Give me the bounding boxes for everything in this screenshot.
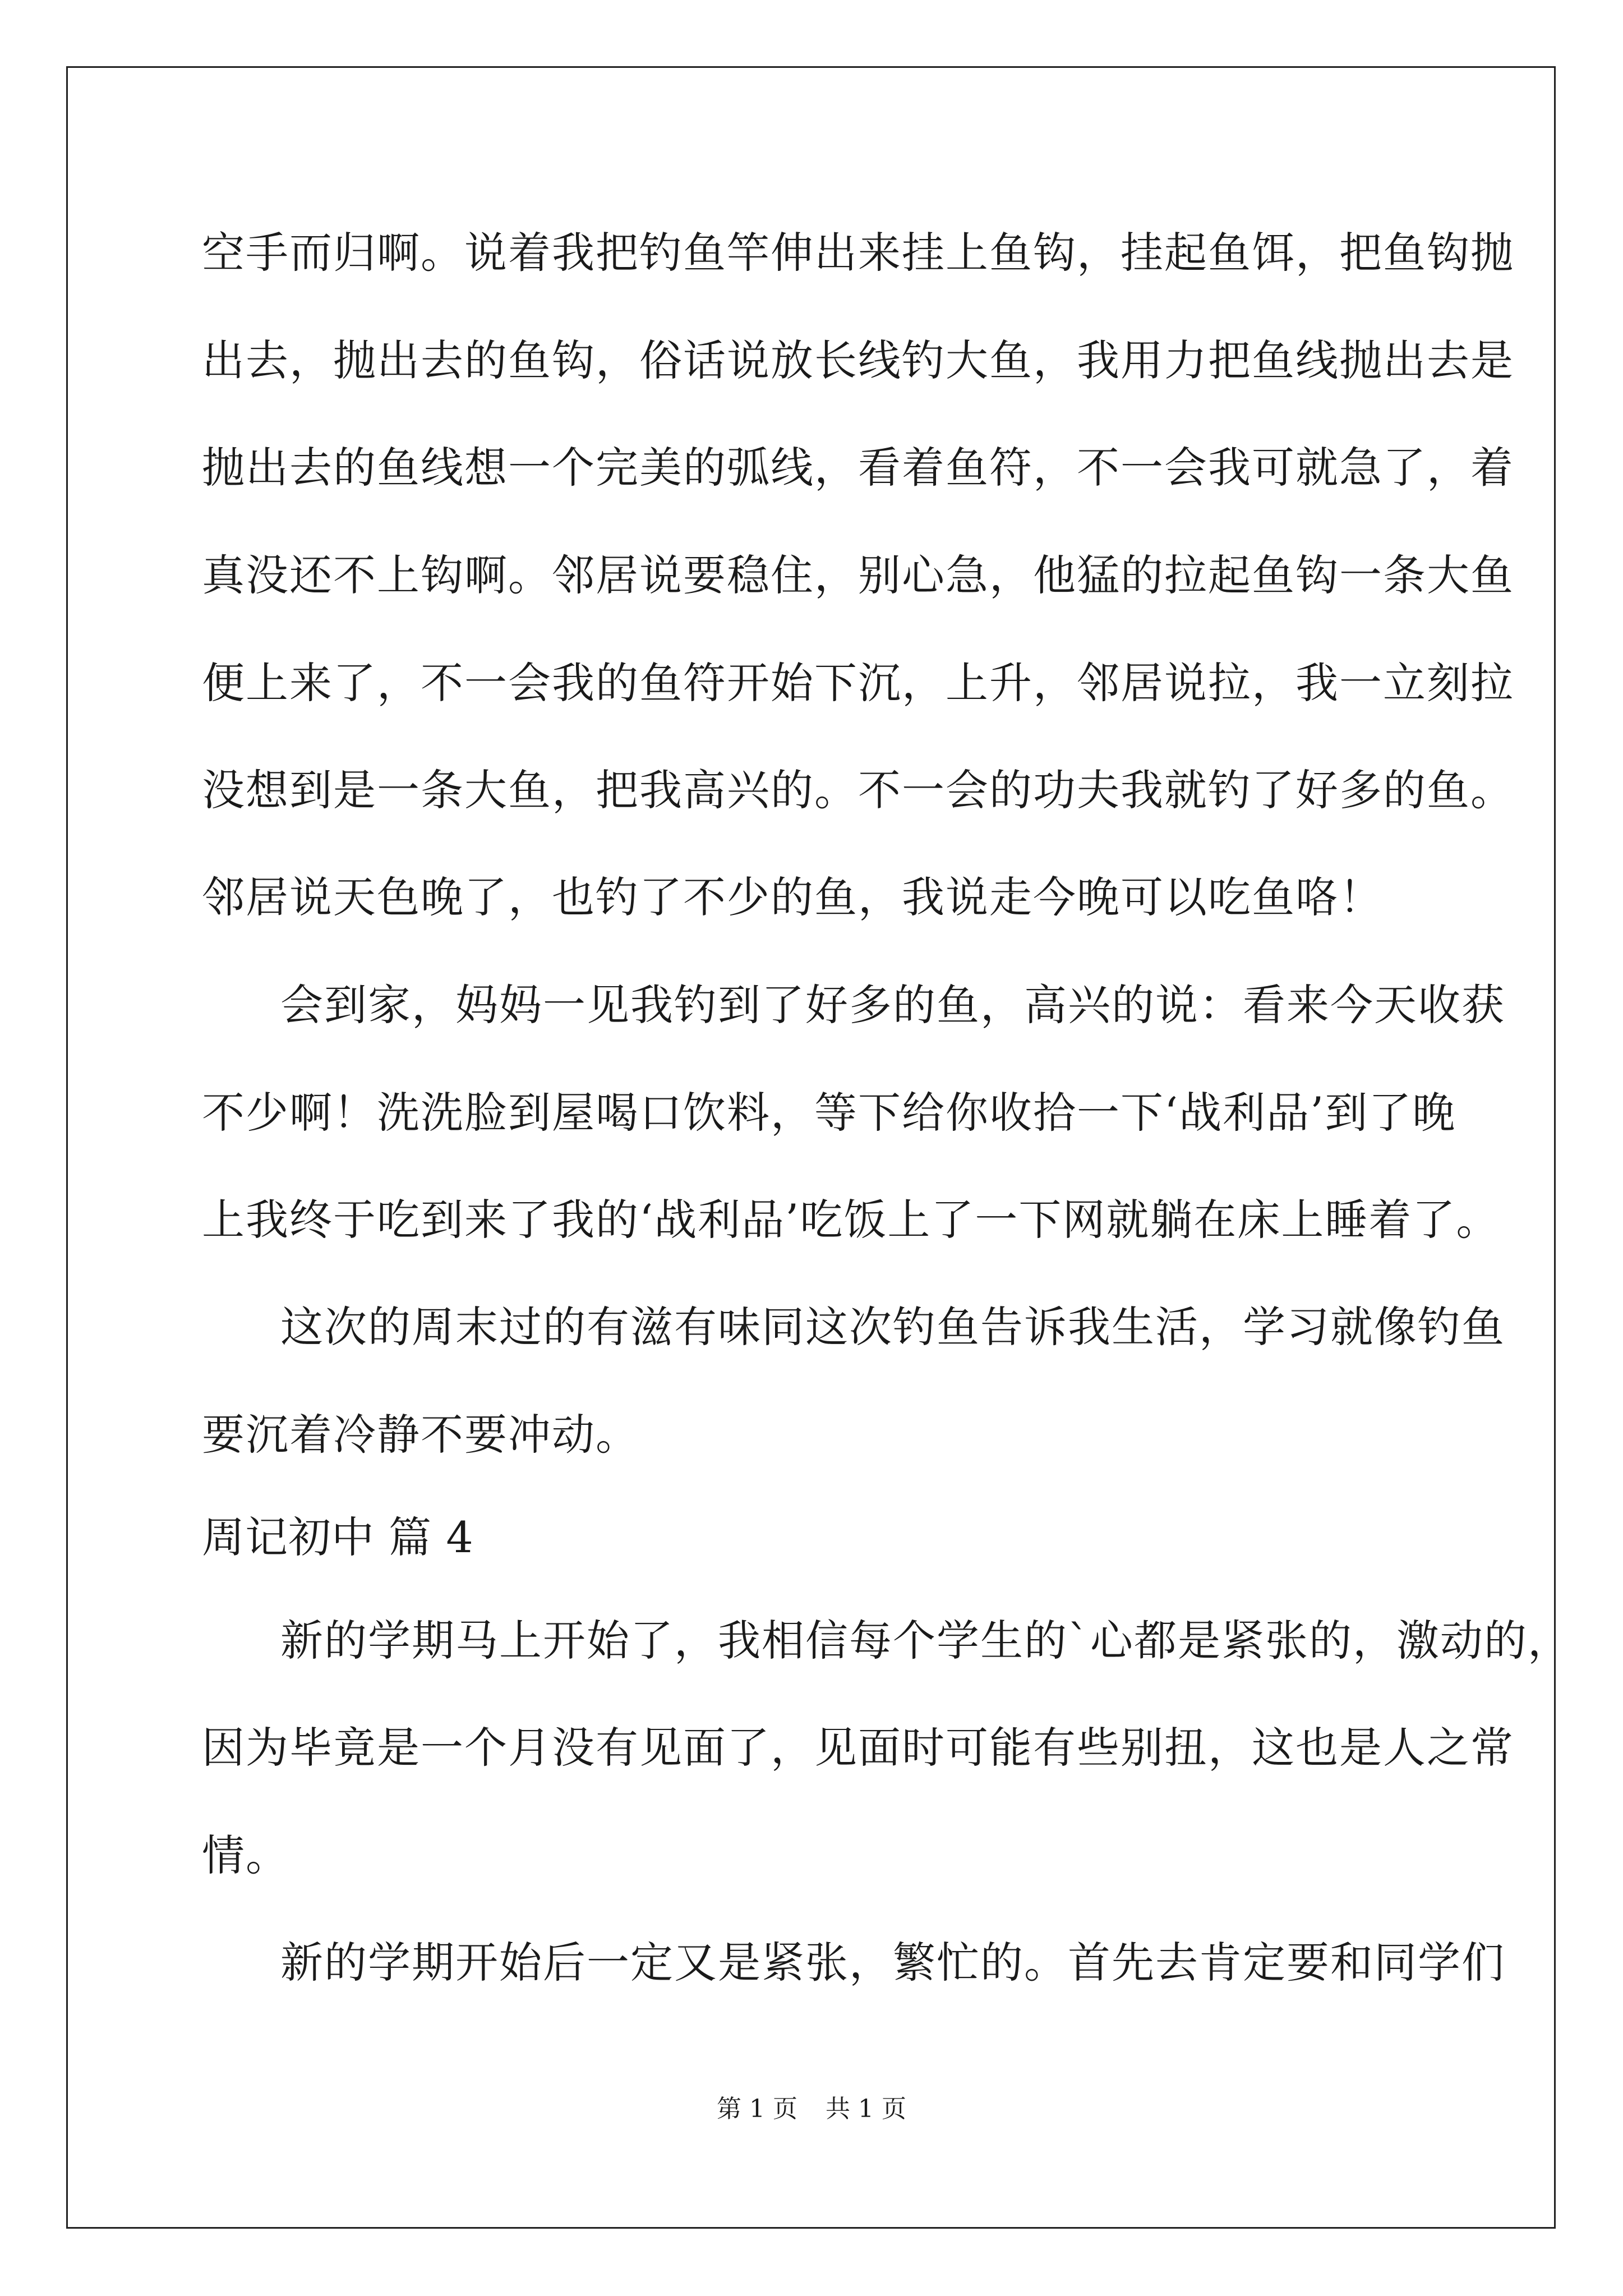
text-line: 邻居说天色晚了，也钓了不少的鱼，我说走今晚可以吃鱼咯！	[202, 872, 1383, 922]
text-line: 抛出去的鱼线想一个完美的弧线，看着鱼符，不一会我可就急了，着	[202, 443, 1514, 493]
page-footer	[0, 2092, 1623, 2126]
text-line: 情。	[202, 1830, 289, 1880]
text-line: 不少啊！洗洗脸到屋喝口饮料，等下给你收拾一下‘战利品’到了晚	[202, 1088, 1456, 1138]
text-line: 便上来了，不一会我的鱼符开始下沉，上升，邻居说拉，我一立刻拉	[202, 658, 1514, 708]
paragraph-start: 新的学期开始后一定又是紧张，繁忙的。首先去肯定要和同学们	[280, 1938, 1505, 1987]
paragraph-start: 会到家，妈妈一见我钓到了好多的鱼，高兴的说：看来今天收获	[280, 980, 1505, 1030]
text-line: 因为毕竟是一个月没有见面了，见面时可能有些别扭，这也是人之常	[202, 1723, 1514, 1773]
page-border	[66, 66, 1556, 2229]
text-line: 没想到是一条大鱼，把我高兴的。不一会的功夫我就钓了好多的鱼。	[202, 765, 1514, 815]
text-line: 出去，抛出去的鱼钩，俗话说放长线钓大鱼，我用力把鱼线抛出去是	[202, 335, 1514, 385]
text-line: 上我终于吃到来了我的‘战利品’吃饭上了一下网就躺在床上睡着了。	[202, 1195, 1500, 1245]
text-line: 要沉着冷静不要冲动。	[202, 1410, 639, 1460]
paragraph-start: 这次的周末过的有滋有味同这次钓鱼告诉我生活，学习就像钓鱼	[280, 1302, 1505, 1352]
page-number: 第 1 页	[717, 2095, 797, 2123]
page-total: 共 1 页	[826, 2095, 906, 2123]
text-line: 空手而归啊。说着我把钓鱼竿伸出来挂上鱼钩，挂起鱼饵，把鱼钩抛	[202, 228, 1514, 278]
text-line: 真没还不上钩啊。邻居说要稳住，别心急，他猛的拉起鱼钩一条大鱼	[202, 550, 1514, 600]
paragraph-start: 新的学期马上开始了，我相信每个学生的`心都是紧张的，激动的，	[280, 1616, 1571, 1665]
section-heading: 周记初中 篇 4	[202, 1512, 474, 1562]
